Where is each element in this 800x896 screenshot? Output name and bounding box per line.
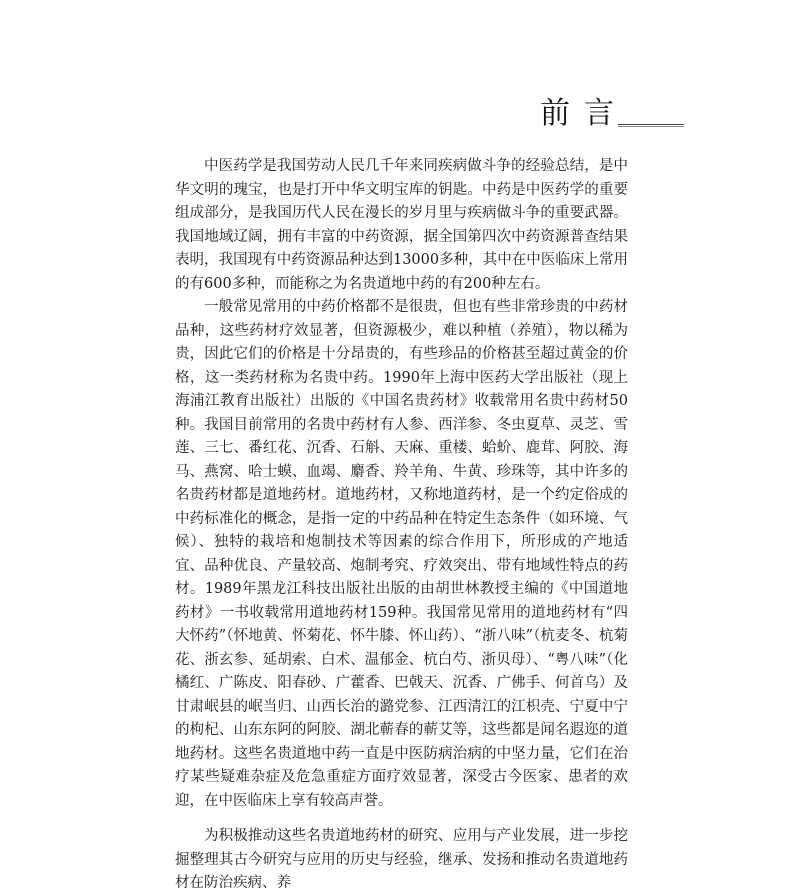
page-heading: 前言 — [540, 96, 628, 131]
body-text — [175, 155, 628, 896]
heading-rule — [618, 124, 684, 125]
paragraph-3: 为积极推动这些名贵道地药材的研究、应用与产业发展，进一步挖掘整理其古今研究与应用的历史与经验，继承、发扬和推动名贵道地药材在防治疾病、养 — [175, 828, 628, 891]
paragraph-1: 中医药学是我国劳动人民几千年来同疾病做斗争的经验总结，是中华文明的瑰宝，也是打开中华文明宝库的钥匙。中药是中医药学的重要组成部分，是我国历代人民在漫长的岁月里与疾病做斗争的重要武器。我国地域辽阔，拥有丰富的中药资源，据全国第四次中药资源普查结果表明，我国现有中药资源品种达到13000多种，其中在中医临床上常用的有600多种，而能称之为名贵道地中药的有200种左右。 — [175, 158, 628, 292]
paragraph-2: 一般常见常用的中药价格都不是很贵，但也有些非常珍贵的中药材品种，这些药材疗效显著，但资源极少，难以种植（养殖），物以稀为贵，因此它们的价格是十分昂贵的，有些珍品的价格甚至超过黄金的价格，这一类药材称为名贵中药。1990年上海中医药大学出版社（现上海浦江教育出版社）出版的《中国名贵药材》收载常用名贵中药材50种。我国目前常用的名贵中药材有人参、西洋参、冬虫夏草、灵芝、雪莲、三七、番红花、沉香、石斛、天麻、重楼、蛤蚧、鹿茸、阿胶、海马、燕窝、哈士蟆、血竭、麝香、羚羊角、牛黄、珍珠等，其中许多的名贵药材都是道地药材。道地药材，又称地道药材，是一个约定俗成的中药标准化的概念，是指一定的中药品种在特定生态条件（如环境、气候）、独特的栽培和炮制技术等因素的综合作用下，所形成的产地适宜、品种优良、产量较高、炮制考究、疗效突出、带有地域性特点的药材。1989年黑龙江科技出版社出版的由胡世林教授主编的《中国道地药材》一书收载常用道地药材159种。我国常见常用的道地药材有“四大怀药”（怀地黄、怀菊花、怀牛膝、怀山药）、“浙八味”（杭麦冬、杭菊花、浙玄参、延胡索、白术、温郁金、杭白芍、浙贝母）、“粤八味”（化橘红、广陈皮、阳春砂、广藿香、巴戟天、沉香、广佛手、何首乌）及甘肃岷县的岷当归、山西长治的潞党参、江西清江的江枳壳、宁夏中宁的枸杞、山东东阿的阿胶、湖北蕲春的蕲艾等，这些都是闻名遐迩的道地药材。这些名贵道地中药一直是中医防病治病的中坚力量，它们在治疗某些疑难杂症及危急重症方面疗效显著，深受古今医家、患者的欢迎，在中医临床上享有较高声誉。 — [175, 299, 628, 809]
